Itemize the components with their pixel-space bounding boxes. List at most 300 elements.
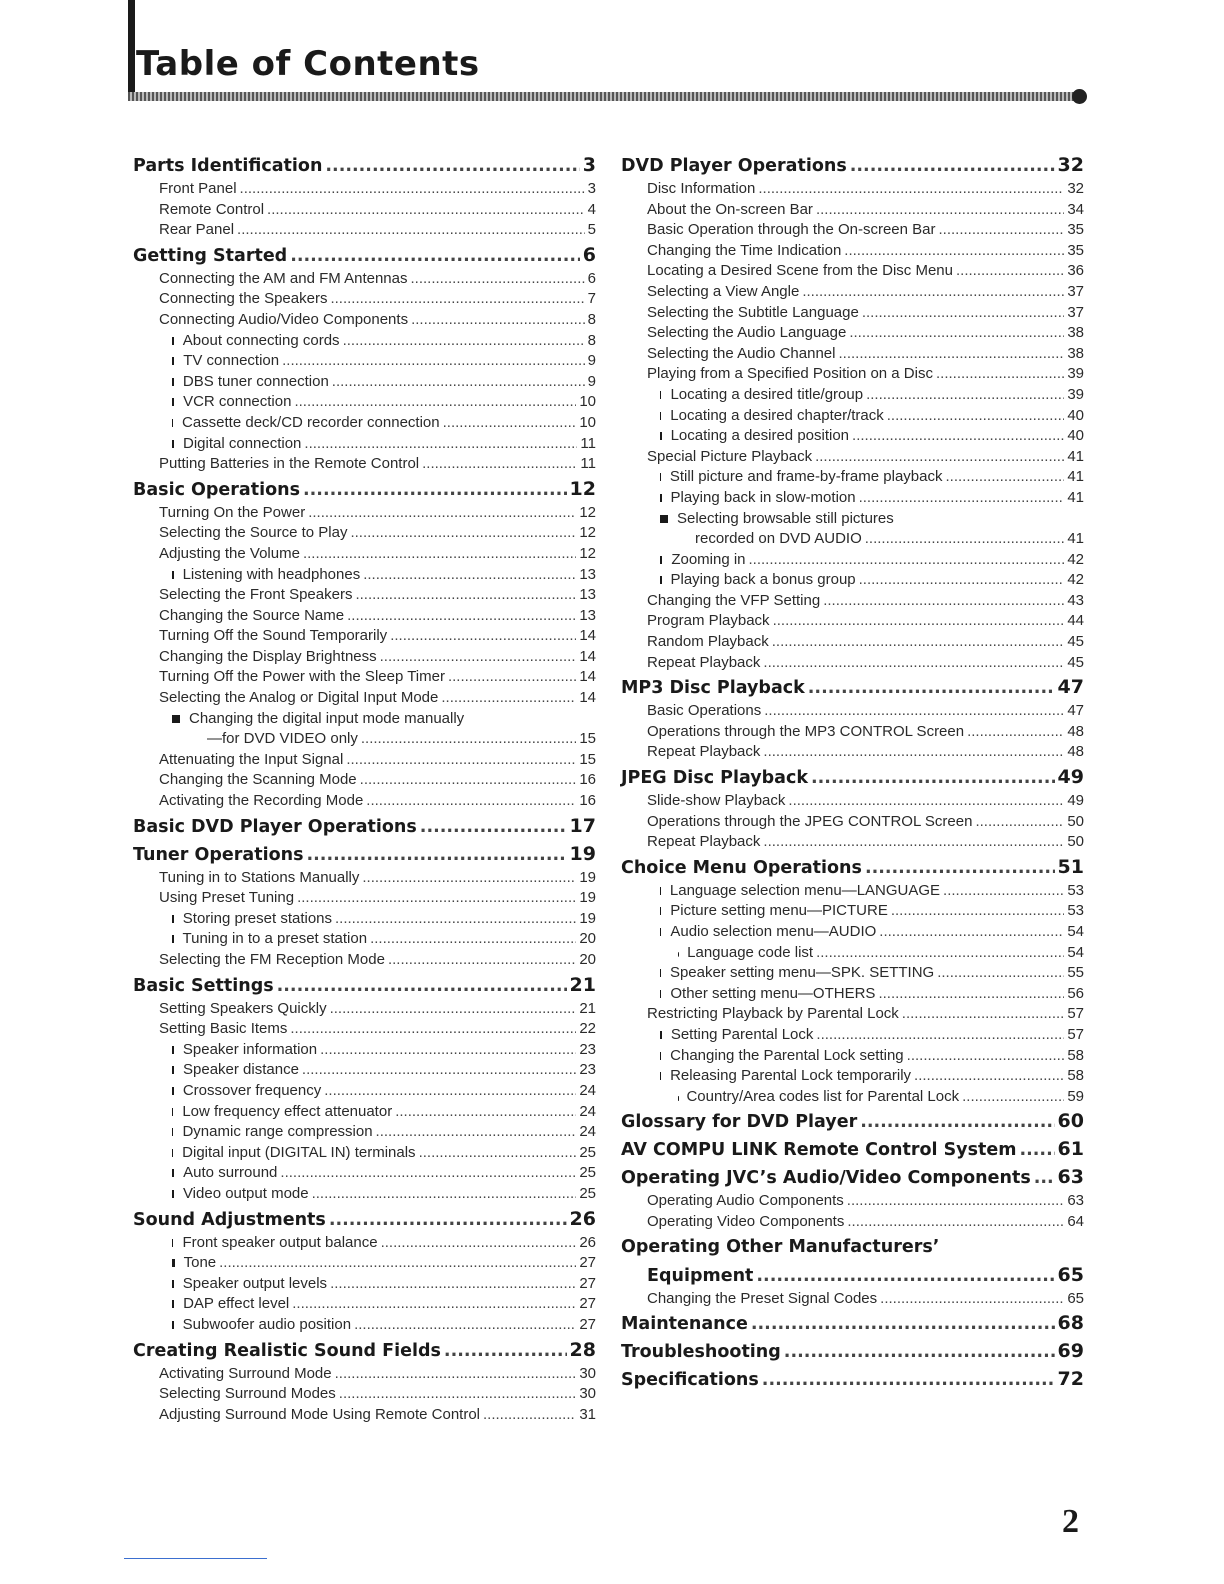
toc-page-number: 65 (1057, 1263, 1084, 1286)
square-bullet-icon (660, 432, 662, 440)
toc-entry-title: Special Picture Playback (647, 447, 813, 465)
toc-page-number: 47 (1067, 702, 1084, 720)
toc-entry (133, 647, 596, 668)
leader-dots (815, 447, 1064, 468)
leader-dots (784, 1338, 1055, 1366)
toc-section-entry (133, 1336, 596, 1364)
toc-page-number: 24 (579, 1123, 596, 1141)
toc-section-entry (621, 1365, 1084, 1393)
square-bullet-icon (172, 1190, 174, 1198)
toc-section-entry (621, 1261, 1084, 1289)
toc-entry-title: Locating a desired title/group (670, 385, 864, 403)
toc-entry-title: Changing the Display Brightness (159, 647, 377, 665)
leader-dots (422, 454, 577, 475)
leader-dots (448, 667, 576, 688)
toc-entry-title: Operating Video Components (647, 1212, 845, 1230)
leader-dots (763, 832, 1064, 853)
toc-entry (621, 1046, 1084, 1067)
leader-dots (764, 701, 1064, 722)
toc-entry (133, 999, 596, 1020)
toc-entry-title: Turning Off the Sound Temporarily (159, 627, 388, 645)
leader-dots (943, 881, 1064, 902)
leader-dots (290, 1019, 576, 1040)
toc-page-number: 19 (569, 842, 596, 865)
toc-page-number: 39 (1067, 365, 1084, 383)
toc-entry-title: Storing preset stations (182, 909, 333, 927)
square-bullet-icon (172, 1280, 174, 1288)
toc-entry-title: Selecting the Audio Channel (647, 344, 836, 362)
leader-dots (763, 742, 1064, 763)
toc-page-number: 7 (587, 290, 596, 308)
toc-entry (621, 632, 1084, 653)
leader-dots (302, 1060, 576, 1081)
toc-page-number: 58 (1067, 1046, 1084, 1064)
toc-entry (133, 289, 596, 310)
square-bullet-icon (660, 990, 661, 998)
toc-entry-title: Restricting Playback by Parental Lock (647, 1005, 899, 1023)
square-bullet-icon (172, 1149, 173, 1157)
toc-entry (133, 331, 596, 352)
toc-entry (133, 1102, 596, 1123)
leader-dots (763, 653, 1064, 674)
toc-entry-title: Choice Menu Operations (621, 857, 862, 878)
leader-dots (756, 1262, 1054, 1290)
leader-dots (816, 200, 1064, 221)
leader-dots (762, 1366, 1055, 1394)
toc-entry-title: recorded on DVD AUDIO (695, 530, 862, 548)
toc-entry (621, 1087, 1084, 1108)
toc-page-number: 72 (1057, 1368, 1084, 1391)
leader-dots (388, 950, 576, 971)
leader-dots (335, 909, 576, 930)
toc-entry-title: Setting Parental Lock (670, 1025, 814, 1043)
toc-entry-title: TV connection (183, 352, 280, 370)
toc-page-number: 54 (1067, 943, 1084, 961)
toc-entry-title: Dynamic range compression (182, 1123, 373, 1141)
toc-page-number: 59 (1067, 1087, 1084, 1105)
toc-entry-title: AV COMPU LINK Remote Control System (621, 1140, 1017, 1161)
page-number: 2 (1062, 1503, 1079, 1540)
toc-entry-title: Adjusting the Volume (159, 544, 300, 562)
toc-entry-title: DVD Player Operations (621, 156, 847, 176)
square-bullet-icon (172, 378, 174, 386)
leader-dots (847, 1212, 1064, 1233)
toc-page-number: 14 (579, 668, 596, 686)
toc-entry-title: Basic Settings (133, 975, 274, 996)
leader-dots (816, 943, 1064, 964)
square-bullet-icon (172, 357, 174, 365)
toc-entry-title: Connecting Audio/Video Components (159, 310, 409, 328)
square-bullet-icon (172, 571, 174, 579)
toc-entry-title: Low frequency effect attenuator (182, 1102, 393, 1120)
leader-dots (879, 922, 1064, 943)
leader-dots (294, 392, 576, 413)
toc-entry (133, 1143, 596, 1164)
toc-page-number: 28 (569, 1338, 596, 1361)
toc-page-number: 49 (1057, 766, 1084, 789)
toc-page-number: 53 (1067, 902, 1084, 920)
toc-page-number: 63 (1057, 1166, 1084, 1189)
toc-entry-title: Remote Control (159, 200, 265, 218)
leader-dots (937, 963, 1064, 984)
round-bullet-icon (678, 952, 679, 957)
toc-page-number: 19 (579, 889, 596, 907)
toc-page-number: 23 (579, 1061, 596, 1079)
leader-dots (362, 868, 576, 889)
leader-dots (330, 999, 577, 1020)
leader-dots (878, 984, 1064, 1005)
square-bullet-icon (172, 419, 173, 427)
toc-section-entry (133, 475, 596, 503)
toc-entry-title: Equipment (647, 1265, 754, 1286)
toc-page-number: 9 (587, 352, 596, 370)
square-bullet-icon (172, 1108, 173, 1116)
toc-entry (133, 1184, 596, 1205)
toc-page-number: 3 (587, 180, 596, 197)
toc-entry (621, 550, 1084, 571)
toc-entry-title: Activating Surround Mode (159, 1364, 332, 1382)
toc-entry-title: Sound Adjustments (133, 1209, 326, 1230)
toc-entry (621, 488, 1084, 509)
toc-entry (621, 509, 1084, 530)
toc-page-number: 10 (579, 393, 596, 411)
toc-page-number: 35 (1067, 241, 1084, 259)
toc-entry-title: Connecting the Speakers (159, 290, 328, 308)
toc-page-number: 12 (579, 544, 596, 562)
toc-entry (133, 770, 596, 791)
toc-entry (133, 888, 596, 909)
leader-dots (859, 570, 1065, 591)
leader-dots (865, 854, 1055, 882)
toc-entry (621, 261, 1084, 282)
toc-page-number: 37 (1067, 303, 1084, 321)
toc-entry (133, 1163, 596, 1184)
toc-entry (133, 1364, 596, 1385)
toc-entry (133, 950, 596, 971)
toc-entry-title: Using Preset Tuning (159, 889, 295, 907)
toc-entry (133, 523, 596, 544)
leader-dots (330, 289, 584, 310)
toc-page-number: 30 (579, 1385, 596, 1403)
leader-dots (852, 426, 1064, 447)
toc-entry-title: Releasing Parental Lock temporarily (670, 1067, 912, 1085)
leader-dots (808, 674, 1055, 702)
leader-dots (363, 565, 576, 586)
toc-entry (133, 585, 596, 606)
toc-entry-title: About the On-screen Bar (647, 200, 813, 218)
leader-dots (802, 282, 1064, 303)
toc-entry (621, 1212, 1084, 1233)
toc-section-entry (621, 1135, 1084, 1163)
toc-entry-title: Locating a desired chapter/track (670, 406, 884, 424)
toc-entry (133, 179, 596, 200)
leader-dots (862, 303, 1064, 324)
toc-entry-title: Changing the Scanning Mode (159, 771, 357, 789)
toc-page-number: 50 (1067, 833, 1084, 851)
toc-page-number: 27 (579, 1295, 596, 1313)
leader-dots (290, 242, 580, 270)
toc-entry (133, 1060, 596, 1081)
toc-page-number: 65 (1067, 1289, 1084, 1307)
toc-entry-title: Still picture and frame-by-frame playback (669, 468, 943, 486)
leader-dots (282, 351, 585, 372)
toc-entry (621, 1191, 1084, 1212)
toc-entry-title: Random Playback (647, 633, 769, 651)
leader-dots (219, 1253, 576, 1274)
toc-page-number: 64 (1067, 1212, 1084, 1230)
toc-page-number: 48 (1067, 743, 1084, 761)
leader-dots (237, 220, 585, 241)
toc-entry (621, 943, 1084, 964)
leader-dots (370, 929, 576, 950)
toc-entry (133, 372, 596, 393)
toc-entry-title: Glossary for DVD Player (621, 1112, 858, 1133)
toc-entry (133, 729, 596, 750)
toc-entry (621, 832, 1084, 853)
toc-entry-title: Playing back in slow-motion (670, 488, 856, 506)
leader-dots (320, 1040, 576, 1061)
toc-entry-title: Slide-show Playback (647, 792, 786, 810)
leader-dots (847, 1191, 1065, 1212)
toc-entry (133, 220, 596, 241)
leader-dots (772, 632, 1065, 653)
leader-dots (343, 331, 585, 352)
leader-dots (420, 813, 567, 841)
toc-entry (133, 310, 596, 331)
toc-entry (133, 565, 596, 586)
toc-page-number: 15 (579, 730, 596, 748)
toc-entry-title: Specifications (621, 1370, 759, 1391)
leader-dots (850, 152, 1055, 180)
square-bullet-icon (172, 715, 180, 723)
toc-entry-title: Selecting browsable still pictures (677, 509, 894, 527)
toc-section-entry (621, 1163, 1084, 1191)
toc-page-number: 21 (579, 999, 596, 1017)
toc-page-number: 4 (587, 200, 596, 218)
toc-entry (621, 591, 1084, 612)
toc-entry (133, 1315, 596, 1336)
square-bullet-icon (660, 473, 661, 481)
toc-entry (133, 1294, 596, 1315)
leader-dots (347, 606, 576, 627)
toc-page-number: 53 (1067, 881, 1084, 899)
square-bullet-icon (172, 1128, 173, 1136)
square-bullet-icon (172, 337, 174, 345)
toc-entry-title: Operating Audio Components (647, 1192, 844, 1210)
toc-page-number: 63 (1067, 1192, 1084, 1210)
leader-dots (975, 812, 1064, 833)
toc-entry (133, 454, 596, 475)
toc-entry (621, 611, 1084, 632)
leader-dots (390, 626, 576, 647)
leader-dots (936, 364, 1064, 385)
toc-section-entry (621, 853, 1084, 881)
toc-section-entry (133, 971, 596, 999)
toc-page-number: 41 (1067, 447, 1084, 465)
toc-entry-title: Front Panel (159, 180, 237, 197)
page-title: Table of Contents (136, 44, 480, 84)
toc-page-number: 37 (1067, 282, 1084, 300)
toc-page-number: 34 (1067, 200, 1084, 218)
leader-dots (945, 467, 1064, 488)
leader-dots (324, 1081, 576, 1102)
toc-entry-title: Repeat Playback (647, 653, 761, 671)
toc-page-number: 69 (1057, 1340, 1084, 1363)
toc-entry-title: Tone (183, 1254, 217, 1272)
toc-entry-title: Rear Panel (159, 221, 235, 239)
toc-page-number: 22 (579, 1020, 596, 1038)
toc-page-number: 51 (1057, 855, 1084, 878)
toc-entry-title: Getting Started (133, 245, 288, 266)
toc-entry-title: DAP effect level (183, 1295, 290, 1313)
toc-page-number: 48 (1067, 722, 1084, 740)
toc-page-number: 25 (579, 1184, 596, 1202)
toc-entry-title: Maintenance (621, 1314, 748, 1335)
toc-page-number: 13 (579, 606, 596, 624)
toc-entry-title: Zooming in (671, 550, 746, 568)
toc-entry-title: Activating the Recording Mode (159, 792, 364, 810)
toc-section-entry (133, 840, 596, 868)
square-bullet-icon (172, 1087, 174, 1095)
leader-dots (411, 269, 585, 290)
square-bullet-icon (172, 1259, 175, 1267)
toc-entry-title: Setting Basic Items (159, 1020, 288, 1038)
toc-page-number: 27 (579, 1254, 596, 1272)
square-bullet-icon (172, 935, 174, 943)
toc-entry (133, 909, 596, 930)
toc-entry (133, 1253, 596, 1274)
toc-page-number: 24 (579, 1102, 596, 1120)
toc-entry (621, 901, 1084, 922)
toc-entry-title: Cassette deck/CD recorder connection (181, 413, 440, 431)
square-bullet-icon (660, 928, 661, 936)
leader-dots (411, 310, 585, 331)
toc-entry-title: Video output mode (182, 1184, 309, 1202)
leader-dots (350, 523, 576, 544)
toc-entry (133, 392, 596, 413)
leader-dots (297, 888, 576, 909)
toc-entry (621, 303, 1084, 324)
toc-page-number: 49 (1067, 792, 1084, 810)
toc-entry-title: Playing back a bonus group (670, 571, 856, 589)
toc-entry-title: Front speaker output balance (182, 1233, 378, 1251)
leader-dots (280, 1163, 576, 1184)
square-bullet-icon (660, 515, 668, 523)
toc-entry (133, 626, 596, 647)
leader-dots (361, 729, 576, 750)
toc-entry-title: Setting Speakers Quickly (159, 999, 327, 1017)
toc-page-number: 5 (587, 221, 596, 239)
square-bullet-icon (172, 1066, 174, 1074)
toc-page-number: 27 (579, 1274, 596, 1292)
title-rule (128, 92, 1083, 101)
leader-dots (1034, 1164, 1055, 1192)
toc-section-entry (133, 1205, 596, 1233)
toc-entry (621, 1004, 1084, 1025)
toc-page-number: 31 (579, 1405, 596, 1423)
toc-entry (133, 1122, 596, 1143)
toc-entry-title: Operations through the JPEG CONTROL Screen (647, 812, 973, 830)
toc-page-number: 21 (569, 973, 596, 996)
toc-entry-title: Language code list (687, 943, 814, 961)
square-bullet-icon (660, 887, 661, 895)
toc-page-number: 25 (579, 1143, 596, 1161)
square-bullet-icon (660, 907, 661, 915)
toc-section-entry (621, 151, 1084, 179)
toc-entry (621, 344, 1084, 365)
toc-entry (621, 447, 1084, 468)
toc-entry (621, 742, 1084, 763)
toc-entry (133, 434, 596, 455)
square-bullet-icon (660, 556, 662, 564)
square-bullet-icon (172, 398, 174, 406)
toc-entry (621, 1289, 1084, 1310)
toc-entry-title: Selecting the Analog or Digital Input Mode (159, 689, 439, 707)
toc-page-number: 14 (579, 689, 596, 707)
toc-section-entry (621, 1233, 1084, 1261)
toc-page-number: 27 (579, 1315, 596, 1333)
square-bullet-icon (172, 1169, 174, 1177)
toc-entry (133, 606, 596, 627)
toc-page-number: 19 (579, 868, 596, 886)
leader-dots (788, 791, 1064, 812)
leader-dots (346, 750, 576, 771)
leader-dots (956, 261, 1064, 282)
toc-entry-title: Digital connection (183, 434, 302, 452)
toc-page-number: 35 (1067, 221, 1084, 239)
toc-page-number: 40 (1067, 427, 1084, 445)
toc-entry-title: Tuning in to a preset station (182, 930, 368, 948)
toc-page-number: 32 (1067, 180, 1084, 197)
toc-entry (621, 922, 1084, 943)
toc-page-number: 16 (579, 771, 596, 789)
toc-entry-title: Putting Batteries in the Remote Control (159, 455, 420, 473)
toc-entry-title: Locating a Desired Scene from the Disc Menu (647, 262, 953, 280)
toc-entry (133, 1384, 596, 1405)
toc-entry-title: Listening with headphones (182, 565, 361, 583)
toc-entry-title: Speaker distance (183, 1061, 299, 1079)
toc-entry (621, 529, 1084, 550)
toc-page-number: 45 (1067, 653, 1084, 671)
leader-dots (838, 344, 1064, 365)
toc-entry (133, 1233, 596, 1254)
toc-entry (133, 544, 596, 565)
leader-dots (962, 1087, 1064, 1108)
toc-entry (133, 791, 596, 812)
leader-dots (860, 1108, 1054, 1136)
leader-dots (395, 1102, 576, 1123)
leader-dots (866, 385, 1064, 406)
toc-entry-title: Playing from a Specified Position on a Disc (647, 365, 933, 383)
toc-page-number: 19 (579, 909, 596, 927)
toc-page-number: 6 (582, 243, 596, 266)
leader-dots (1019, 1136, 1054, 1164)
toc-page-number: 13 (579, 586, 596, 604)
toc-left-column (133, 151, 596, 1425)
toc-page-number: 14 (579, 647, 596, 665)
toc-page-number: 10 (579, 413, 596, 431)
toc-page-number: 41 (1067, 488, 1084, 506)
leader-dots (773, 611, 1065, 632)
toc-entry (621, 406, 1084, 427)
leader-dots (277, 972, 567, 1000)
toc-entry (621, 701, 1084, 722)
toc-entry-title: Operating Other Manufacturers’ (621, 1236, 940, 1257)
leader-dots (849, 323, 1064, 344)
square-bullet-icon (172, 915, 174, 923)
toc-page-number: 47 (1057, 676, 1084, 699)
toc-section-entry (133, 812, 596, 840)
